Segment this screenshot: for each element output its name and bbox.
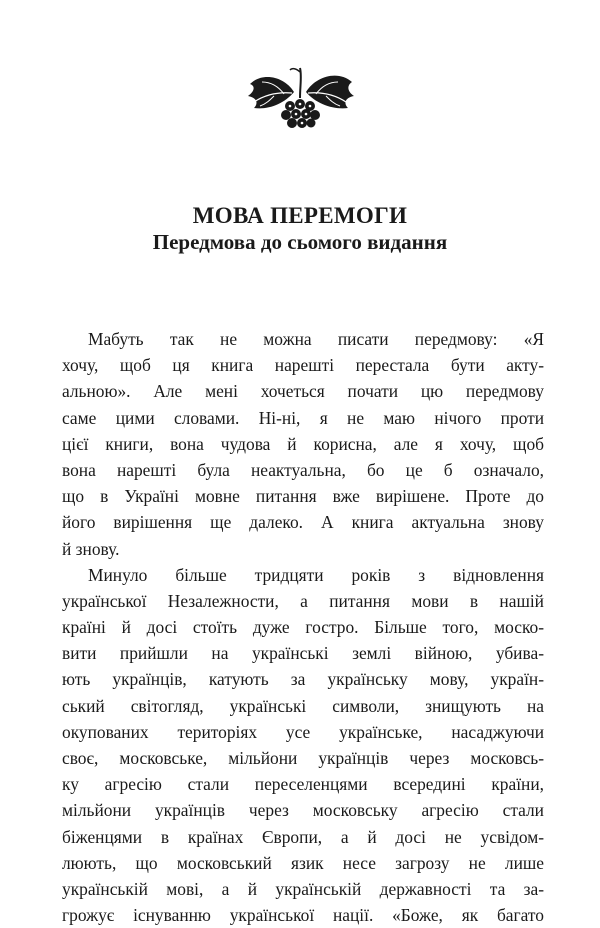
paragraph-2-line: української Незалежности, а питання мови в нашій xyxy=(62,590,544,611)
paragraph-2-line: грожує існуванню української нації. «Боже, як багато xyxy=(62,905,544,926)
paragraph-1-line: Мабуть так не можна писати передмову: «Я xyxy=(88,329,544,349)
paragraph-2-line: своє, московське, мільйони українців через московсь- xyxy=(62,748,544,768)
page-subtitle: Передмова до сьомого видання xyxy=(152,230,448,254)
paragraph-1-line: й знову. xyxy=(62,538,120,559)
paragraph-2-line: українській мові, а й українській державності та за- xyxy=(62,878,544,899)
paragraph-2-line: окупованих територіях усе українське, насаджуючи xyxy=(62,721,544,742)
paragraph-2-line: країні й досі стоїть дуже гостро. Більше того, моско- xyxy=(62,617,544,638)
paragraph-1-line: вона нарешті була неактуальна, бо це б означало, xyxy=(62,459,544,480)
body-text xyxy=(62,326,544,928)
viburnum-leaves-berries-icon xyxy=(244,62,356,132)
page-title: МОВА ПЕРЕМОГИ xyxy=(192,203,408,228)
paragraph-2-line: біженцями в країнах Європи, а й досі не усвідом- xyxy=(62,826,544,847)
paragraph-2-line: Минуло більше тридцяти років з відновлення xyxy=(88,564,544,585)
paragraph-2-line: мільйони українців через московську агресію стали xyxy=(62,800,544,821)
ornament-icon xyxy=(244,62,356,132)
paragraph-2-line: ський світогляд, українські символи, знищують на xyxy=(62,695,544,716)
paragraph-2-line: ють українців, катують за українську мову, україн- xyxy=(62,669,544,690)
paragraph-2-line: люють, що московський язик несе загрозу не лише xyxy=(62,852,544,873)
paragraph-2-line: ку агресію стали переселенцями всередині країни, xyxy=(62,774,544,795)
heading xyxy=(60,202,540,255)
paragraph-1-line: його вирішення ще далеко. А книга актуальна знову xyxy=(62,512,544,533)
paragraph-1-line: цієї книги, вона чудова й корисна, але я хочу, щоб xyxy=(62,433,544,454)
paragraph-1-line: що в Україні мовне питання вже вирішене. Проте до xyxy=(62,486,544,507)
paragraph-2-line: вити прийшли на українські землі війною, убива- xyxy=(62,643,544,664)
paragraph-1-line: хочу, щоб ця книга нарешті перестала бути акту- xyxy=(62,355,544,376)
paragraph-1-line: саме цими словами. Ні-ні, я не маю нічого проти xyxy=(62,407,544,428)
paragraph-1-line: альною». Але мені хочеться почати цю передмову xyxy=(62,381,544,402)
